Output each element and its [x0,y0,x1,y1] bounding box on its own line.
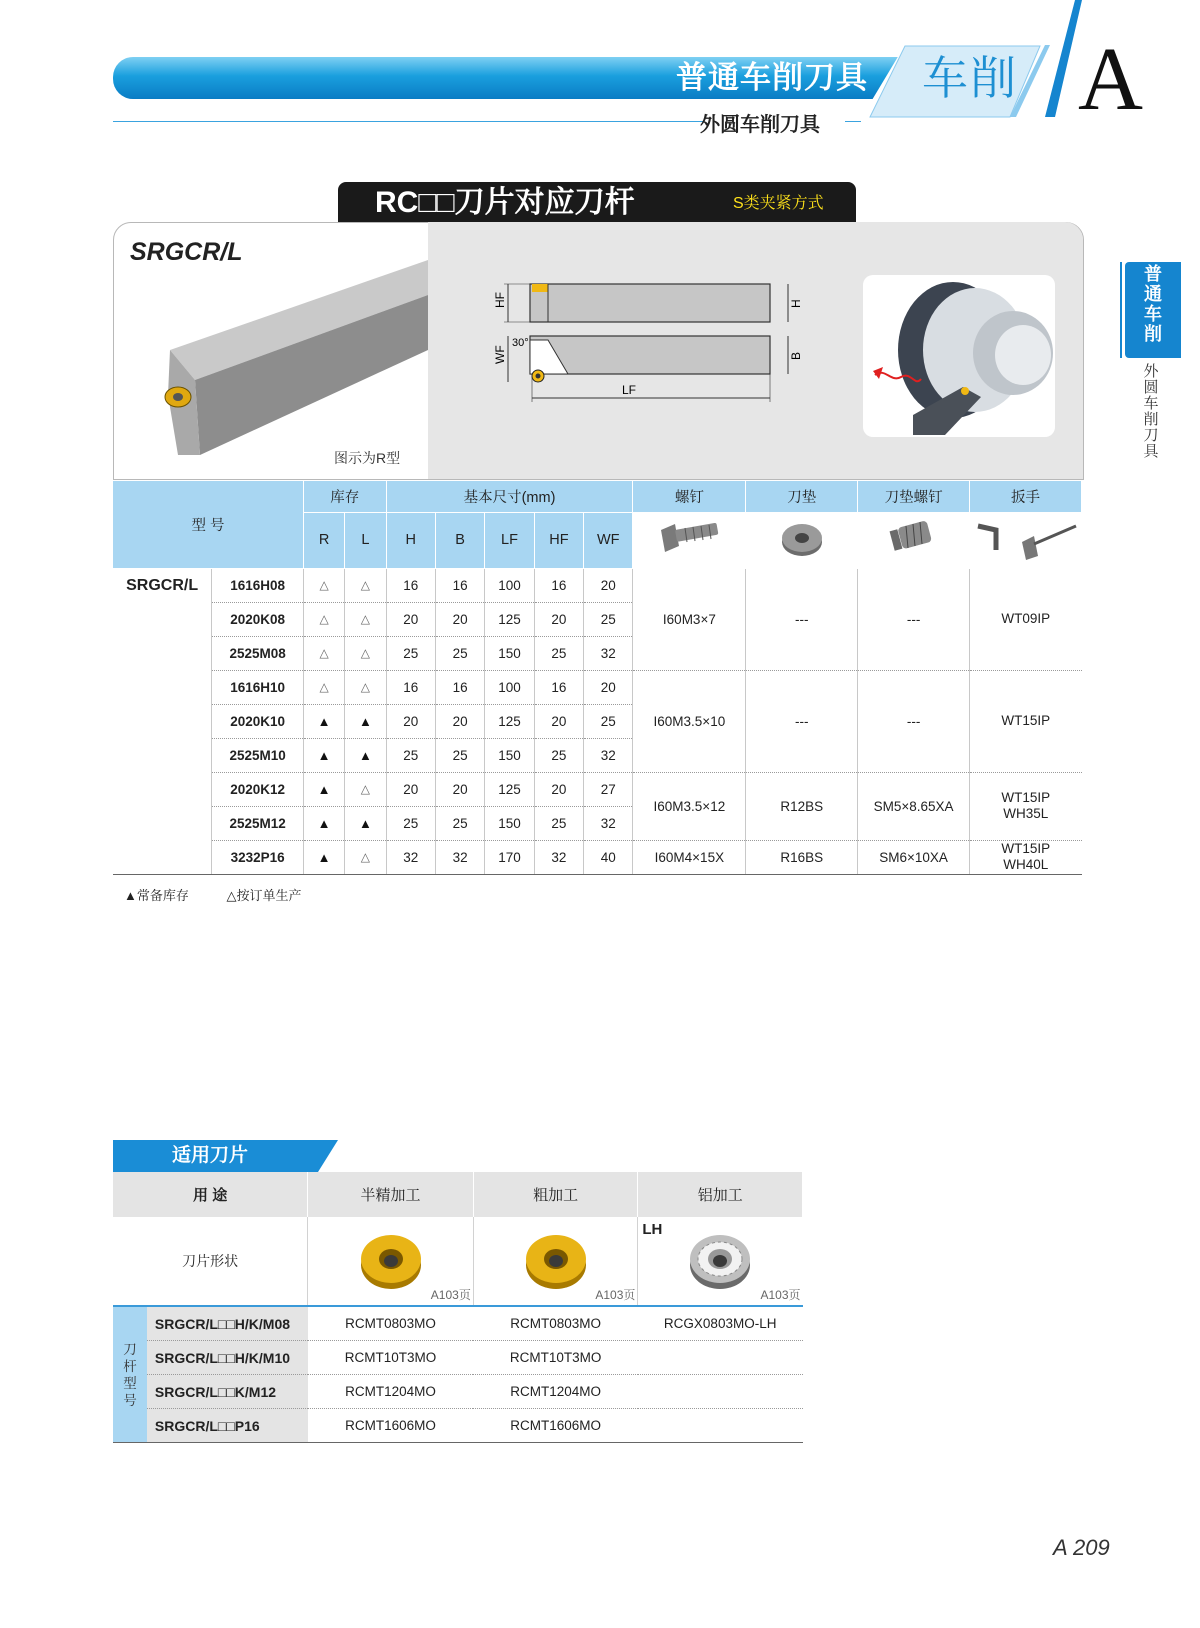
semi-finish-insert-icon [351,1225,431,1295]
dim-h: 25 [386,806,435,840]
shim: --- [746,670,858,772]
dim-b: 25 [435,738,484,772]
dim-b: 16 [435,670,484,704]
page-number: A 209 [1053,1535,1110,1560]
wrench-code-2: WH35L [1003,806,1049,821]
toolholder-illustration [160,255,430,455]
usage-semi: 半精加工 [308,1172,474,1217]
model-code: 2525M08 [212,636,304,670]
dim-hf: 16 [534,670,583,704]
usage-label: 用 途 [113,1172,308,1217]
model-code: 1616H08 [212,568,304,602]
screw-icon [649,516,729,560]
stock-l: △ [345,602,386,636]
col-shim: 刀垫 [746,481,858,512]
model-code: 2525M10 [212,738,304,772]
holder-label-text: 刀杆型号 [123,1341,137,1408]
side-tab-subtitle [1138,364,1164,460]
header-section: 车削 [922,52,1018,104]
stock-l: ▲ [345,704,386,738]
dim-label-hf: HF [493,292,507,308]
dim-wf: 25 [584,704,633,738]
stock-legend [124,885,336,904]
header-letter: A [1078,30,1143,129]
screw: I60M3×7 [633,568,746,670]
shim-screw: SM5×8.65XA [858,772,970,840]
dim-wf: 32 [584,806,633,840]
header-category: 普通车削刀具 [676,60,868,95]
dim-b: 25 [435,636,484,670]
stock-l: △ [345,636,386,670]
header-rule [113,121,703,122]
dim-lf: 125 [485,704,534,738]
side-tab-subtitle-text: 外圆车削刀具 [1143,363,1159,460]
insert-alu [638,1375,803,1409]
holder-model: SRGCR/L□□H/K/M10 [147,1341,308,1375]
stock-r: ▲ [303,806,344,840]
side-tab-title-text: 普通车削 [1144,264,1162,344]
col-b: B [435,512,484,568]
stock-l: △ [345,840,386,874]
model-title: SRGCR/L [130,238,243,266]
wrench-image-cell [970,512,1082,568]
spec-row [113,568,1082,602]
dim-hf: 32 [534,840,583,874]
model-code: 3232P16 [212,840,304,874]
stock-l: △ [345,568,386,602]
dim-h: 32 [386,840,435,874]
dim-h: 20 [386,602,435,636]
dim-wf: 40 [584,840,633,874]
stock-r: △ [303,568,344,602]
alu-page-ref[interactable]: A103页 [760,1288,801,1302]
insert-alu: RCGX0803MO-LH [638,1306,803,1341]
dim-wf: 20 [584,568,633,602]
stock-r: △ [303,670,344,704]
shim-icon [772,516,832,560]
shim: --- [746,568,858,670]
stock-r: △ [303,636,344,670]
spec-table [113,481,1082,875]
stock-r: ▲ [303,704,344,738]
dim-h: 20 [386,772,435,806]
legend-to-order: △按订单生产 [226,888,302,903]
wrench-code-2: WH40L [1003,857,1049,872]
insert-semi: RCMT1204MO [308,1375,474,1409]
stock-l: △ [345,772,386,806]
dim-hf: 16 [534,568,583,602]
dim-lf: 125 [485,772,534,806]
screw-image-cell [633,512,746,568]
shim: R16BS [746,840,858,874]
usage-rough: 粗加工 [473,1172,638,1217]
stock-l: ▲ [345,806,386,840]
holder-model: SRGCR/L□□K/M12 [147,1375,308,1409]
dim-b: 32 [435,840,484,874]
col-model: 型 号 [113,481,303,568]
dim-lf: 150 [485,806,534,840]
col-wrench: 扳手 [970,481,1082,512]
screw: I60M4×15X [633,840,746,874]
shim-screw-icon [884,516,944,560]
dim-wf: 25 [584,602,633,636]
dim-wf: 27 [584,772,633,806]
stock-r: ▲ [303,840,344,874]
dim-b: 20 [435,602,484,636]
shim-screw: --- [858,568,970,670]
section-title: RC□□刀片对应刀杆 [375,186,635,219]
dim-label-b: B [789,351,803,360]
lh-mark: LH [642,1221,663,1238]
col-stock: 库存 [303,481,386,512]
model-code: 1616H10 [212,670,304,704]
insert-semi: RCMT10T3MO [308,1341,474,1375]
dim-h: 16 [386,670,435,704]
legend-in-stock: ▲常备库存 [124,888,189,903]
dim-wf: 20 [584,670,633,704]
inserts-tab-corner [318,1140,338,1172]
dim-hf: 25 [534,806,583,840]
model-code: 2020K08 [212,602,304,636]
wrench [970,772,1082,840]
shape-label: 刀片形状 [113,1217,308,1306]
dimension-drawing [480,268,810,418]
dim-hf: 25 [534,636,583,670]
col-h: H [386,512,435,568]
semi-insert-cell [308,1217,474,1306]
inserts-table [113,1172,803,1443]
semi-page-ref[interactable]: A103页 [430,1288,471,1302]
dim-lf: 150 [485,636,534,670]
shim-screw: SM6×10XA [858,840,970,874]
shim-screw-image-cell [858,512,970,568]
header-rule-right [845,121,861,122]
wrench [970,840,1082,874]
wrench [970,670,1082,772]
alu-insert-cell [638,1217,803,1306]
stock-l: ▲ [345,738,386,772]
series-name: SRGCR/L [113,568,212,874]
model-code: 2020K10 [212,704,304,738]
side-tab-rule [1120,262,1122,358]
dim-wf: 32 [584,636,633,670]
dim-b: 25 [435,806,484,840]
dim-h: 25 [386,738,435,772]
dim-label-wf: WF [493,345,507,364]
holder-model: SRGCR/L□□H/K/M08 [147,1306,308,1341]
col-l: L [345,512,386,568]
wrench-code: WT15IP [1001,841,1051,856]
insert-semi: RCMT0803MO [308,1306,474,1341]
application-illustration [863,275,1055,437]
dim-label-h: H [789,299,803,308]
rough-page-ref[interactable]: A103页 [595,1288,636,1302]
insert-rough: RCMT10T3MO [473,1341,638,1375]
dim-label-angle: 30° [512,337,529,349]
col-screw: 螺钉 [633,481,746,512]
insert-rough: RCMT1606MO [473,1409,638,1443]
wrench-code: WT15IP [1001,790,1051,805]
aluminum-insert-icon [680,1225,760,1295]
stock-r: ▲ [303,772,344,806]
screw: I60M3.5×12 [633,772,746,840]
dim-lf: 125 [485,602,534,636]
model-code: 2525M12 [212,806,304,840]
wrench-code: WT15IP [1001,713,1051,728]
dim-lf: 150 [485,738,534,772]
dim-wf: 32 [584,738,633,772]
dim-hf: 20 [534,772,583,806]
side-tab-title [1125,264,1181,344]
screw: I60M3.5×10 [633,670,746,772]
col-wf: WF [584,512,633,568]
insert-semi: RCMT1606MO [308,1409,474,1443]
dim-b: 16 [435,568,484,602]
dim-b: 20 [435,772,484,806]
spec-row [113,840,1082,874]
wrench-code: WT09IP [1001,611,1051,626]
image-caption: 图示为R型 [334,450,401,466]
col-dims: 基本尺寸(mm) [386,481,633,512]
stock-r: ▲ [303,738,344,772]
dim-lf: 100 [485,670,534,704]
roughing-insert-icon [516,1225,596,1295]
col-shim-screw: 刀垫螺钉 [858,481,970,512]
dim-lf: 100 [485,568,534,602]
dim-h: 16 [386,568,435,602]
insert-alu [638,1409,803,1443]
insert-rough: RCMT1204MO [473,1375,638,1409]
shim-screw: --- [858,670,970,772]
col-r: R [303,512,344,568]
col-hf: HF [534,512,583,568]
insert-rough: RCMT0803MO [473,1306,638,1341]
col-lf: LF [485,512,534,568]
shim: R12BS [746,772,858,840]
wrench [970,568,1082,670]
dim-h: 20 [386,704,435,738]
insert-alu [638,1341,803,1375]
inserts-title: 适用刀片 [172,1145,249,1166]
dim-b: 20 [435,704,484,738]
dim-label-lf: LF [622,383,637,397]
spec-row [113,670,1082,704]
holder-model: SRGCR/L□□P16 [147,1409,308,1443]
stock-l: △ [345,670,386,704]
dim-h: 25 [386,636,435,670]
stock-r: △ [303,602,344,636]
shim-image-cell [746,512,858,568]
dim-lf: 170 [485,840,534,874]
dim-hf: 25 [534,738,583,772]
rough-insert-cell [473,1217,638,1306]
spec-row [113,772,1082,806]
dim-hf: 20 [534,602,583,636]
clamp-type: S类夹紧方式 [733,195,824,212]
dim-hf: 20 [534,704,583,738]
holder-label [113,1306,147,1443]
usage-alu: 铝加工 [638,1172,803,1217]
header-subcategory: 外圆车削刀具 [700,114,820,136]
model-code: 2020K12 [212,772,304,806]
wrench-icon [972,516,1080,560]
